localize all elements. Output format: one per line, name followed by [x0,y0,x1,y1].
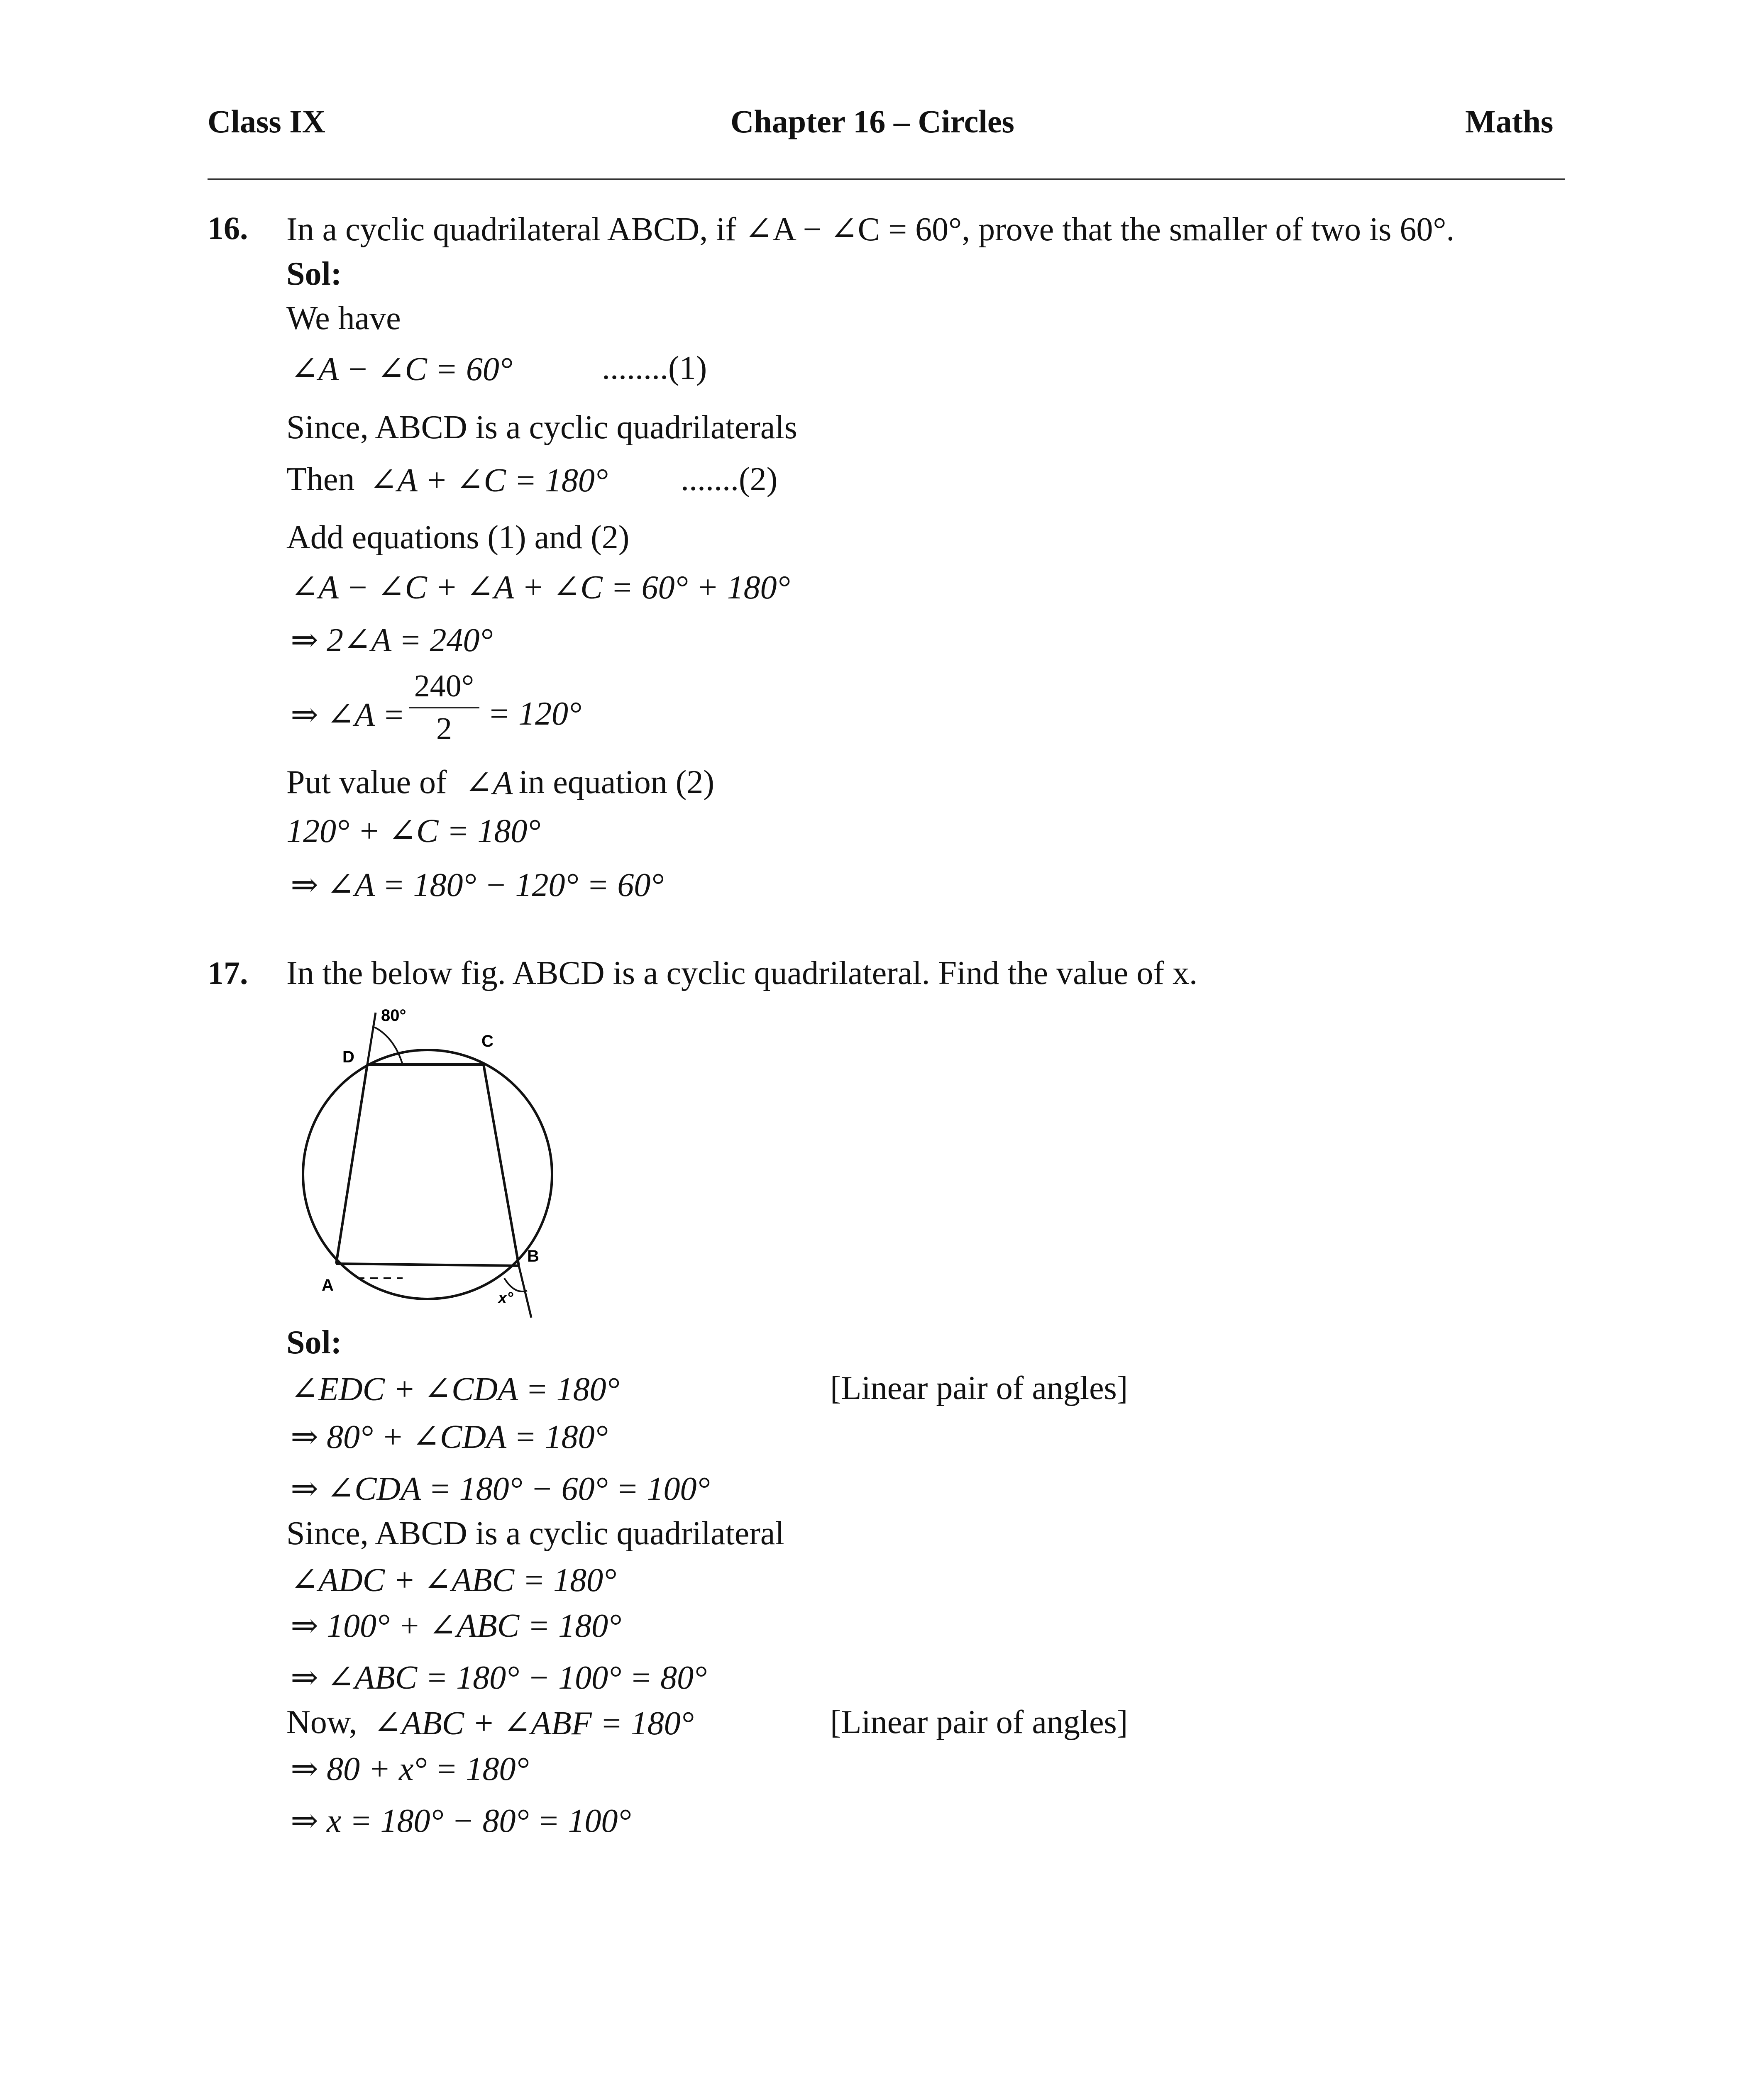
q16-equation: ∠A − ∠C = 60° [291,351,513,388]
label-b: B [527,1247,539,1265]
q16-line: We have [286,300,401,337]
header-chapter: Chapter 16 – Circles [731,103,1014,139]
fraction-denominator: 2 [436,711,452,746]
q16-equation-tag: ........(1) [602,350,707,386]
q17-reason: [Linear pair of angles] [830,1370,1128,1406]
header-rule [208,178,1565,180]
q17-equation: ∠EDC + ∠CDA = 180° [291,1371,620,1408]
q17-line: Now, [286,1704,357,1741]
header-class: Class IX [208,103,325,139]
extension-d [367,1013,376,1064]
label-d: D [342,1048,354,1066]
q16-line: Then [286,461,355,498]
q17-line: Since, ABCD is a cyclic quadrilateral [286,1515,784,1552]
q16-line: in equation (2) [519,764,714,801]
q17-number: 17. [208,955,248,991]
q17-equation: ⇒ 80 + x° = 180° [291,1751,529,1787]
fraction-numerator: 240° [414,669,474,703]
q16-equation: ⇒ ∠A = [291,697,405,733]
side-cb [484,1064,519,1266]
q16-fraction [409,668,479,747]
label-a: A [322,1276,334,1294]
fraction-bar [409,707,479,708]
q16-equation: 120° + ∠C = 180° [286,813,541,850]
q17-figure [282,1008,581,1332]
q16-line: Add equations (1) and (2) [286,519,630,556]
q16-equation: = 120° [488,696,581,732]
q17-equation: ⇒ 100° + ∠ABC = 180° [291,1608,622,1644]
side-ad [336,1064,367,1264]
figure-circle [303,1050,552,1299]
q16-number: 16. [208,210,248,246]
q16-equation: ∠A [465,765,513,802]
q17-reason: [Linear pair of angles] [830,1704,1128,1741]
label-x: x° [498,1289,513,1307]
q16-equation: ∠A + ∠C = 180° [369,462,608,499]
q16-question: In a cyclic quadrilateral ABCD, if ∠A − ∠C = 60°, prove that the smaller of two is 60°. [286,211,1455,248]
q17-question: In the below fig. ABCD is a cyclic quadrilateral. Find the value of x. [286,955,1197,991]
q17-equation: ⇒ ∠CDA = 180° − 60° = 100° [291,1471,710,1507]
q16-line: Since, ABCD is a cyclic quadrilaterals [286,409,797,446]
q16-equation-tag: .......(2) [681,461,778,498]
q17-equation: ∠ADC + ∠ABC = 180° [291,1562,617,1599]
q17-equation: ⇒ 80° + ∠CDA = 180° [291,1419,608,1455]
q16-line: Put value of [286,764,447,801]
q17-sol-label: Sol: [286,1324,342,1361]
q17-equation: ∠ABC + ∠ABF = 180° [374,1705,694,1742]
q16-sol-label: Sol: [286,256,342,292]
q17-equation: ⇒ x = 180° − 80° = 100° [291,1803,631,1839]
q16-equation: ⇒ ∠A = 180° − 120° = 60° [291,867,664,903]
q16-equation: ∠A − ∠C + ∠A + ∠C = 60° + 180° [291,569,790,606]
label-angle: 80° [381,1008,406,1025]
q16-equation: ⇒ 2∠A = 240° [291,622,493,659]
label-c: C [481,1032,494,1050]
header-subject: Maths [1465,103,1554,139]
q17-equation: ⇒ ∠ABC = 180° − 100° = 80° [291,1660,707,1696]
side-ba [336,1264,519,1266]
